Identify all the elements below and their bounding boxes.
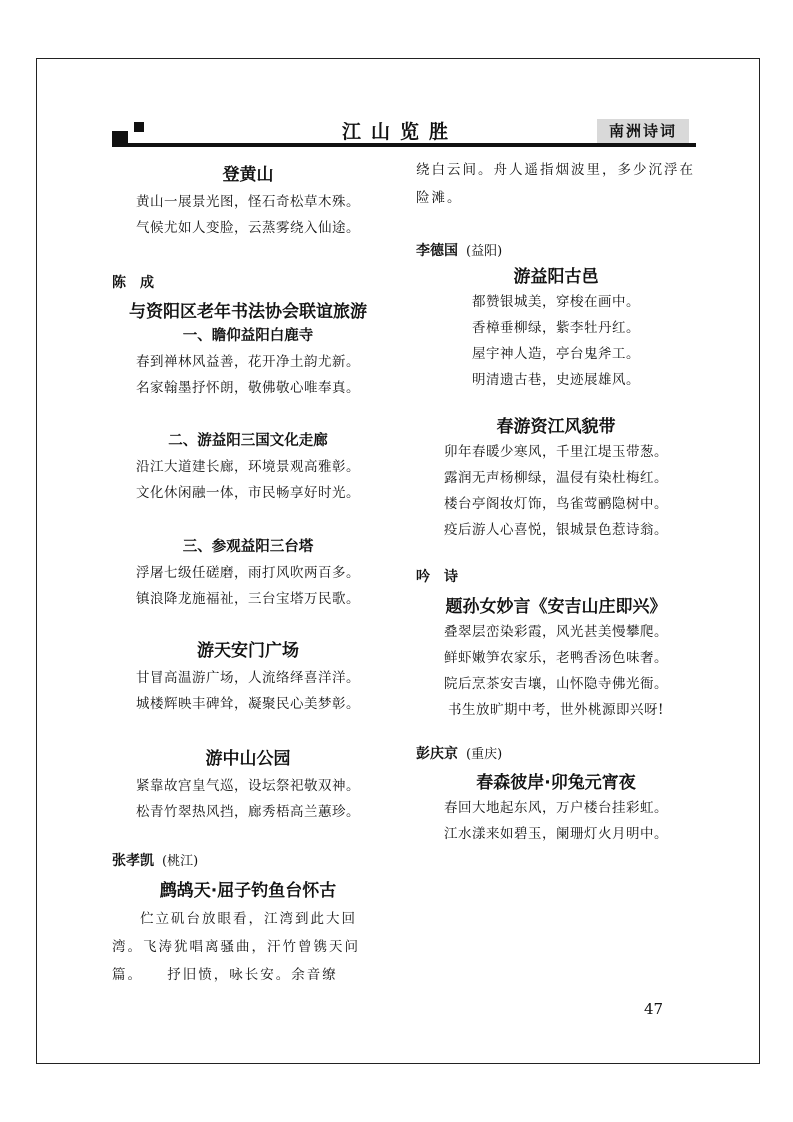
ci-continuation: 绕白云间。舟人遥指烟波里，多少沉浮在险滩。	[416, 162, 695, 206]
subpoem-title: 二、游益阳三国文化走廊	[168, 433, 328, 449]
poem-line: 院后烹茶安吉壤，山怀隐寺佛光衙。	[444, 676, 668, 692]
poem-line: 气候尤如人变脸，云蒸雾绕入仙途。	[136, 220, 360, 236]
poem-line: 疫后游人心喜悦，银城景色惹诗翁。	[444, 522, 668, 538]
poem-title: 题孙女妙言《安吉山庄即兴》	[445, 597, 667, 617]
author-place: (桃江)	[162, 854, 199, 869]
author-yin-shi: 吟 诗	[416, 569, 458, 585]
poem-line: 香樟垂柳绿，紫李牡丹红。	[472, 320, 640, 336]
poem-title: 登黄山	[222, 165, 274, 185]
ci-text: 伫立矶台放眼看，江湾到此大回湾。飞涛犹唱离骚曲，汗竹曾镌天问篇。 抒旧愤，咏长安。余音缭	[112, 911, 360, 983]
author-place: (益阳)	[466, 244, 503, 259]
poem-title: 游中山公园	[205, 749, 291, 769]
poem-line: 浮屠七级任磋磨，雨打风吹两百多。	[136, 565, 360, 581]
author-peng-qingjing	[416, 743, 696, 763]
header-square-small	[134, 122, 144, 132]
author-li-deguo	[416, 240, 696, 260]
poem-line: 镇浪降龙施福祉，三台宝塔万民歌。	[136, 591, 360, 607]
poem-line: 都赞银城美，穿梭在画中。	[472, 294, 640, 310]
poem-line: 松青竹翠热风挡，廊秀梧高兰蕙珍。	[136, 804, 360, 820]
poem-line: 黄山一展景光图，怪石奇松草木殊。	[136, 194, 360, 210]
poem-line: 书生放旷期中考，世外桃源即兴呀!	[448, 702, 664, 718]
poem-denghuangshan	[112, 160, 384, 241]
page-number: 47	[644, 1000, 664, 1018]
author-place: (重庆)	[466, 747, 503, 762]
poem-line: 文化休闲融一体，市民畅享好时光。	[136, 485, 360, 501]
poem-line: 明清遗古巷，史迹展雄风。	[472, 372, 640, 388]
group-title: 与资阳区老年书法协会联谊旅游	[129, 302, 367, 322]
poem-line: 露润无声杨柳绿，温侵有染杜梅红。	[444, 470, 668, 486]
column-tag: 南洲诗词	[597, 119, 689, 143]
poem-title: 游天安门广场	[197, 641, 299, 661]
author-name: 张孝凯	[112, 853, 154, 869]
poem-line: 名家翰墨抒怀朗，敬佛敬心唯奉真。	[136, 380, 360, 396]
poem-line: 屋宇神人造，亭台鬼斧工。	[472, 346, 640, 362]
subpoem-sanguo	[112, 429, 384, 506]
author-zhang-xiaokai	[112, 850, 384, 870]
poem-line: 江水漾来如碧玉，阑珊灯火月明中。	[444, 826, 668, 842]
subpoem-title: 三、参观益阳三台塔	[182, 539, 314, 555]
subpoem-santaita	[112, 535, 384, 612]
poem-zhongshan	[112, 744, 384, 825]
poem-title: 游益阳古邑	[513, 267, 599, 287]
ci-zhegutian	[112, 876, 384, 989]
poem-zijiang	[416, 412, 696, 543]
poem-line: 鲜虾嫩笋农家乐，老鸭香汤色味奢。	[444, 650, 668, 666]
poem-title: 春游资江风貌带	[496, 417, 616, 437]
poem-yiyang-guyi	[416, 262, 696, 393]
author-name: 彭庆京	[416, 746, 458, 762]
poem-line: 紧靠故宫皇气巡，设坛祭祀敬双神。	[136, 778, 360, 794]
poem-line: 城楼辉映丰碑耸，凝聚民心美梦彰。	[136, 696, 360, 712]
poem-tiananmen	[112, 636, 384, 717]
section-title: 江山览胜	[341, 121, 458, 143]
author-chen-cheng: 陈 成	[112, 275, 154, 291]
subpoem-title: 一、瞻仰益阳白鹿寺	[182, 328, 314, 344]
poem-anji	[416, 592, 696, 723]
poem-title: 鹧鸪天·屈子钓鱼台怀古	[159, 881, 337, 901]
author-name: 李德国	[416, 243, 458, 259]
poem-line: 春到禅林风益善，花开净土韵尤新。	[136, 354, 360, 370]
poem-title: 春森彼岸·卯兔元宵夜	[476, 773, 636, 793]
ci-chunsen	[416, 768, 696, 847]
poem-line: 甘冒高温游广场，人流络绎喜洋洋。	[136, 670, 360, 686]
poem-line: 叠翠层峦染彩霞，风光甚美慢攀爬。	[444, 624, 668, 640]
subpoem-bailusi	[112, 324, 384, 401]
poem-line: 卯年春暖少寒风，千里江堤玉带葱。	[444, 444, 668, 460]
poem-line: 春回大地起东风，万户楼台挂彩虹。	[444, 800, 668, 816]
poem-line: 楼台亭阁妆灯饰，鸟雀莺鹂隐树中。	[444, 496, 668, 512]
poem-line: 沿江大道建长廊，环境景观高雅彰。	[136, 459, 360, 475]
